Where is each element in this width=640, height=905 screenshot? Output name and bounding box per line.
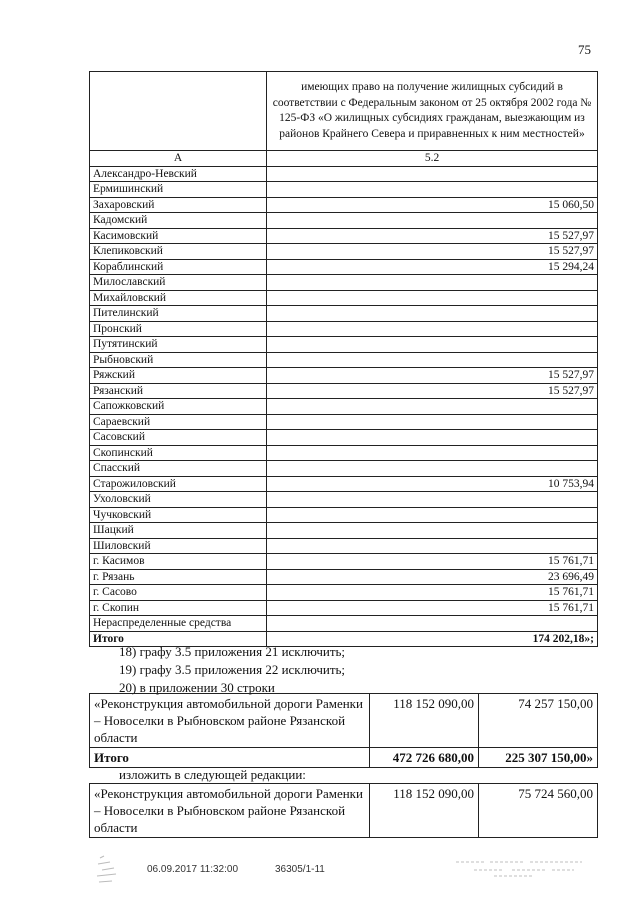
total-value: 174 202,18»;	[267, 631, 598, 647]
item-19-text: 19) графу 3.5 приложения 22 исключить;	[119, 662, 346, 677]
header-empty-cell	[90, 72, 267, 151]
district-value	[267, 616, 598, 632]
district-value	[267, 538, 598, 554]
district-value	[267, 523, 598, 539]
table-row	[90, 197, 598, 213]
district-value	[267, 182, 598, 198]
district-name: Ермишинский	[90, 182, 267, 198]
document-mark-icon	[94, 854, 120, 886]
district-name: Рязанский	[90, 383, 267, 399]
table-row	[90, 430, 598, 446]
district-name: Пронский	[90, 321, 267, 337]
header-text: имеющих право на получение жилищных субсидий в соответствии с Федеральным законом от 25 октября 2002 года № 125-ФЗ «О жилищных субсидиях гражданам, выезжающим из районов Крайнего Севера и приравненных к ним местностей»	[267, 72, 598, 151]
district-name: Пителинский	[90, 306, 267, 322]
page-number: 75	[578, 42, 591, 57]
district-name: Касимовский	[90, 228, 267, 244]
road-old-row	[90, 694, 598, 748]
district-value	[267, 445, 598, 461]
district-name: г. Скопин	[90, 600, 267, 616]
table-row	[90, 600, 598, 616]
column-b-label: 5.2	[267, 151, 598, 167]
road-old-total-label: Итого	[90, 748, 370, 768]
district-name: Сараевский	[90, 414, 267, 430]
table-row	[90, 306, 598, 322]
table-row	[90, 213, 598, 229]
district-name: Сапожковский	[90, 399, 267, 415]
district-value	[267, 461, 598, 477]
faded-stamp-icon	[454, 858, 584, 878]
district-value: 15 294,24	[267, 259, 598, 275]
district-name: Путятинский	[90, 337, 267, 353]
district-name: Ряжский	[90, 368, 267, 384]
district-value: 15 527,97	[267, 244, 598, 260]
footer-code: 36305/1-11	[275, 864, 325, 875]
table-row	[90, 523, 598, 539]
table-row	[90, 244, 598, 260]
district-name: Нераспределенные средства	[90, 616, 267, 632]
district-name: г. Касимов	[90, 554, 267, 570]
road-new-row	[90, 784, 598, 838]
table-row	[90, 461, 598, 477]
district-name: Александро-Невский	[90, 166, 267, 182]
district-value	[267, 306, 598, 322]
road-table-old	[89, 693, 598, 768]
subsidy-table	[89, 71, 598, 647]
district-value	[267, 399, 598, 415]
table-row	[90, 259, 598, 275]
road-old-value-1: 118 152 090,00	[370, 694, 479, 748]
item-18-text: 18) графу 3.5 приложения 21 исключить;	[119, 644, 346, 659]
footer-date: 06.09.2017 11:32:00	[147, 864, 239, 875]
table-row	[90, 445, 598, 461]
table-row	[90, 182, 598, 198]
district-value	[267, 275, 598, 291]
table-header-row	[90, 72, 598, 151]
district-name: г. Рязань	[90, 569, 267, 585]
table-row	[90, 290, 598, 306]
road-new-value-1: 118 152 090,00	[370, 784, 479, 838]
district-value: 15 527,97	[267, 383, 598, 399]
road-old-total-value-1: 472 726 680,00	[370, 748, 479, 768]
table-row	[90, 507, 598, 523]
district-value: 15 761,71	[267, 585, 598, 601]
district-name: Михайловский	[90, 290, 267, 306]
road-new-value-2: 75 724 560,00	[479, 784, 598, 838]
district-name: Сасовский	[90, 430, 267, 446]
district-name: Кадомский	[90, 213, 267, 229]
new-edition-text: изложить в следующей редакции:	[119, 767, 306, 782]
district-name: Скопинский	[90, 445, 267, 461]
district-value	[267, 290, 598, 306]
district-value	[267, 166, 598, 182]
road-table-new	[89, 783, 598, 838]
district-name: Клепиковский	[90, 244, 267, 260]
table-row	[90, 368, 598, 384]
table-row	[90, 492, 598, 508]
district-name: Спасский	[90, 461, 267, 477]
district-value	[267, 337, 598, 353]
district-value	[267, 414, 598, 430]
district-name: Ухоловский	[90, 492, 267, 508]
district-name: Старожиловский	[90, 476, 267, 492]
district-name: Милославский	[90, 275, 267, 291]
district-value	[267, 430, 598, 446]
road-old-name: «Реконструкция автомобильной дороги Раменки – Новоселки в Рыбновском районе Рязанской области	[90, 694, 370, 748]
district-value	[267, 213, 598, 229]
district-value: 23 696,49	[267, 569, 598, 585]
district-value: 15 527,97	[267, 368, 598, 384]
district-name: Кораблинский	[90, 259, 267, 275]
table-row	[90, 321, 598, 337]
table-row	[90, 383, 598, 399]
road-old-total-value-2: 225 307 150,00»	[479, 748, 598, 768]
table-row	[90, 414, 598, 430]
road-new-name: «Реконструкция автомобильной дороги Раменки – Новоселки в Рыбновском районе Рязанской области	[90, 784, 370, 838]
district-name: Шиловский	[90, 538, 267, 554]
district-value	[267, 507, 598, 523]
table-row	[90, 337, 598, 353]
table-row	[90, 616, 598, 632]
district-value	[267, 321, 598, 337]
table-row	[90, 538, 598, 554]
district-name: Шацкий	[90, 523, 267, 539]
district-value: 10 753,94	[267, 476, 598, 492]
table-row	[90, 228, 598, 244]
district-value: 15 761,71	[267, 600, 598, 616]
table-row	[90, 166, 598, 182]
road-old-value-2: 74 257 150,00	[479, 694, 598, 748]
table-row	[90, 554, 598, 570]
table-row	[90, 476, 598, 492]
district-value	[267, 492, 598, 508]
table-row	[90, 352, 598, 368]
district-name: г. Сасово	[90, 585, 267, 601]
table-row	[90, 275, 598, 291]
total-label: Итого	[90, 631, 267, 647]
district-name: Рыбновский	[90, 352, 267, 368]
table-row	[90, 585, 598, 601]
district-value	[267, 352, 598, 368]
road-old-total-row	[90, 748, 598, 768]
item-20-text: 20) в приложении 30 строки	[119, 680, 275, 695]
table-row	[90, 399, 598, 415]
district-value: 15 761,71	[267, 554, 598, 570]
district-value: 15 527,97	[267, 228, 598, 244]
column-numbers-row	[90, 151, 598, 167]
district-name: Чучковский	[90, 507, 267, 523]
table-row	[90, 569, 598, 585]
district-value: 15 060,50	[267, 197, 598, 213]
column-a-label: А	[90, 151, 267, 167]
district-name: Захаровский	[90, 197, 267, 213]
